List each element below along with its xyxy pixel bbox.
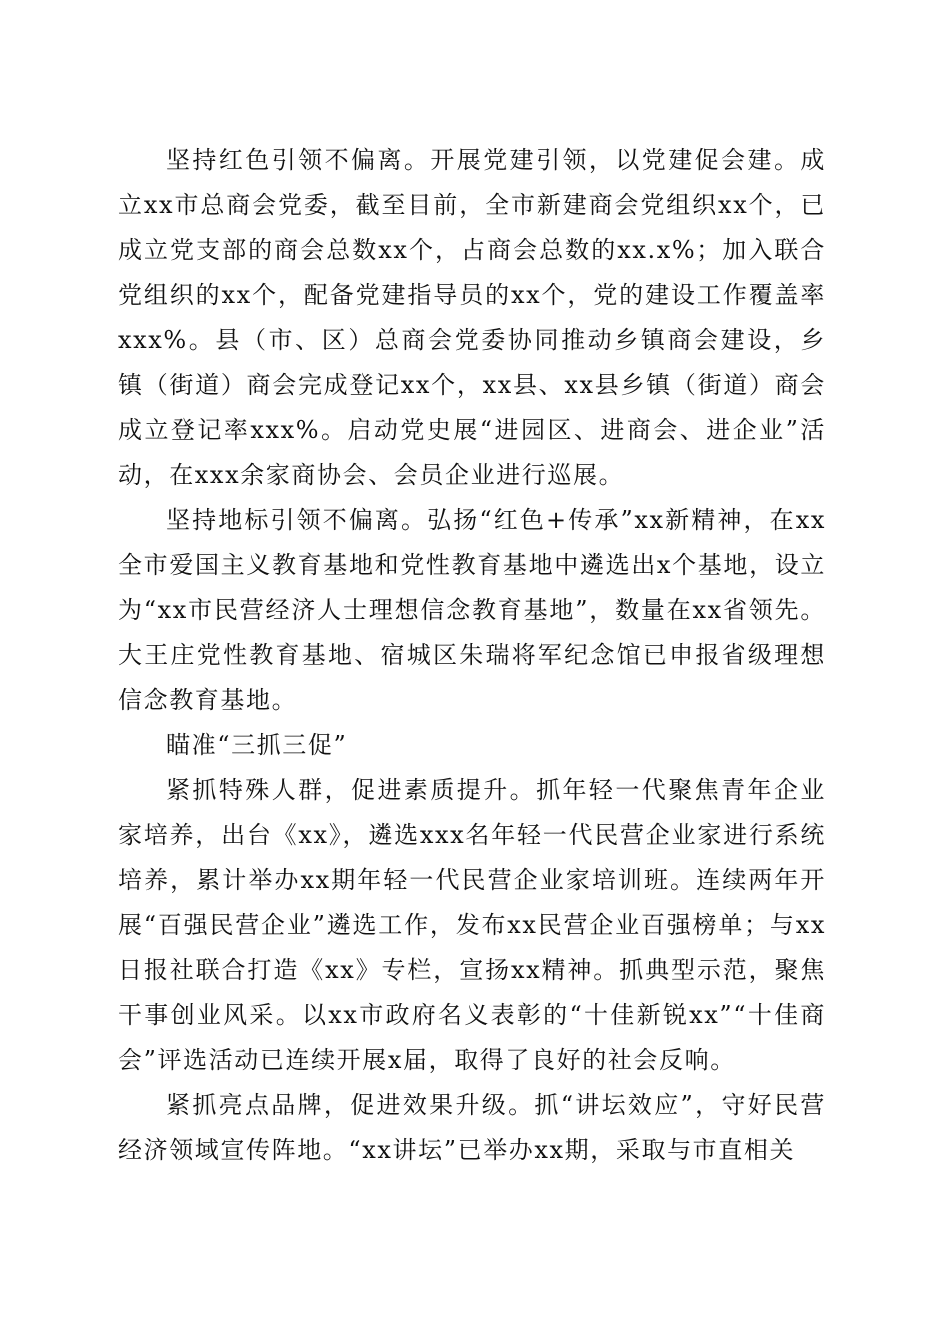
document-body [118,138,826,1173]
paragraph-party-building: 坚持红色引领不偏离。开展党建引领，以党建促会建。成立xx市总商会党委，截至目前，全市新建商会党组织xx个，已成立党支部的商会总数xx个，占商会总数的xx.x%；加入联合党组织的xx个，配备党建指导员的xx个，党的建设工作覆盖率xxx%。县（市、区）总商会党委协同推动乡镇商会建设，乡镇（街道）商会完成登记xx个，xx县、xx县乡镇（街道）商会成立登记率xxx%。启动党史展“进园区、进商会、进企业”活动，在xxx余家商协会、会员企业进行巡展。 [118,146,826,489]
paragraph-highlight-brands: 紧抓亮点品牌，促进效果升级。抓“讲坛效应”，守好民营经济领域宣传阵地。“xx讲坛”已举办xx期，采取与市直相关 [118,1091,826,1164]
paragraph-special-groups: 紧抓特殊人群，促进素质提升。抓年轻一代聚焦青年企业家培养，出台《xx》，遴选xxx名年轻一代民营企业家进行系统培养，累计举办xx期年轻一代民营企业家培训班。连续两年开展“百强民营企业”遴选工作，发布xx民营企业百强榜单；与xx日报社联合打造《xx》专栏，宣扬xx精神。抓典型示范，聚焦干事创业风采。以xx市政府名义表彰的“十佳新锐xx”“十佳商会”评选活动已连续开展x届，取得了良好的社会反响。 [118,776,826,1074]
section-heading: 瞄准“三抓三促” [166,731,348,759]
paragraph-landmark-guidance: 坚持地标引领不偏离。弘扬“红色+传承”xx新精神，在xx全市爱国主义教育基地和党性教育基地中遴选出x个基地，设立为“xx市民营经济人士理想信念教育基地”，数量在xx省领先。大王庄党性教育基地、宿城区朱瑞将军纪念馆已申报省级理想信念教育基地。 [118,506,826,714]
